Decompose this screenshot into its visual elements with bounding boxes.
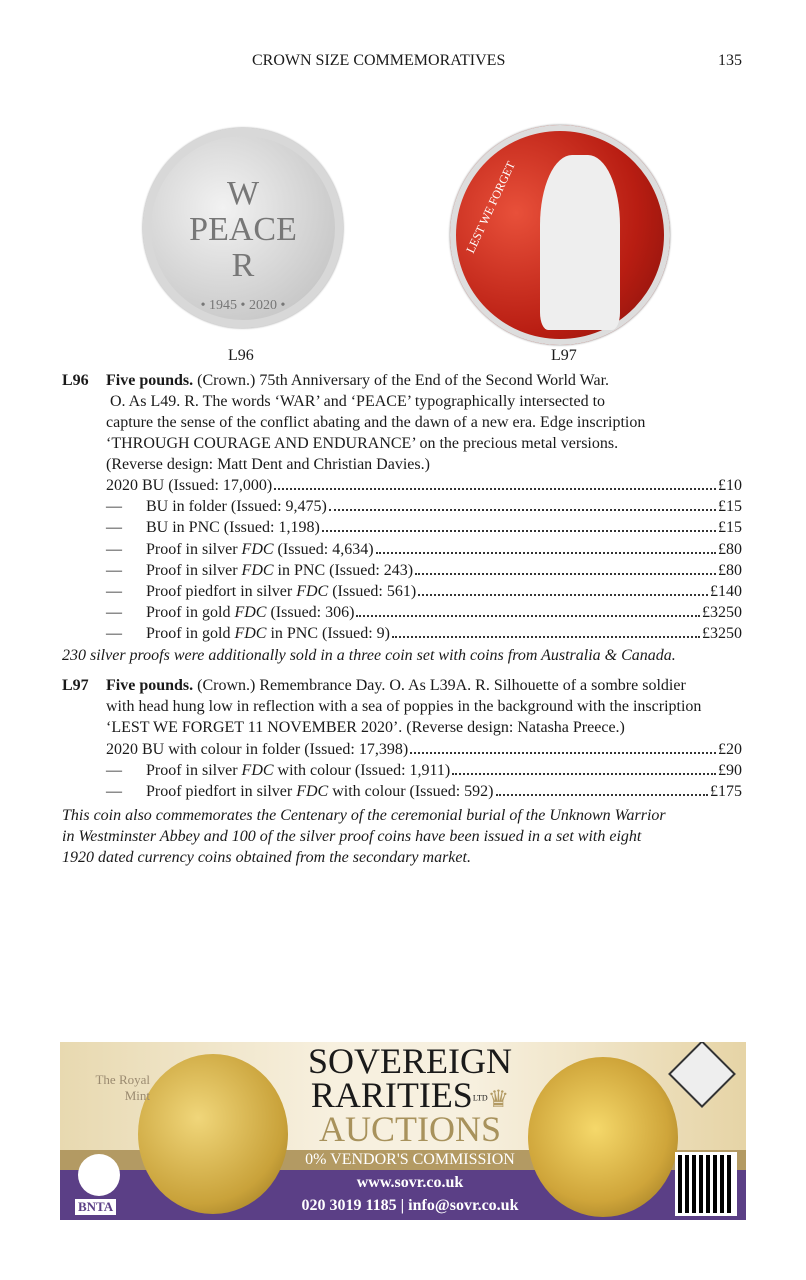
entry-l96-line: O. As L49. R. The words ‘WAR’ and ‘PEACE’ typographically intersected to: [110, 393, 606, 410]
variant-text: BU in PNC (Issued: 1,198): [146, 519, 320, 537]
bnta-emblem-icon: [78, 1154, 120, 1196]
leader-dots: [322, 530, 716, 532]
entry-l96-line: [106, 371, 742, 391]
dash: —: [106, 583, 122, 600]
entry-l96-line: (Reverse design: Matt Dent and Christian Davies.): [106, 456, 430, 473]
dash: —: [106, 762, 122, 780]
price-row: [106, 561, 742, 581]
variant-text: BU in folder (Issued: 9,475): [146, 498, 327, 516]
price-row: [106, 582, 742, 602]
price-row: [106, 476, 742, 496]
page-number: 135: [718, 52, 742, 69]
price: £3250: [702, 625, 742, 643]
price-row: [106, 624, 742, 644]
variant-text: Proof in gold FDC in PNC (Issued: 9): [146, 625, 391, 643]
leader-dots: [415, 573, 716, 575]
entry-l96-line: ‘THROUGH COURAGE AND ENDURANCE’ on the precious metal versions.: [106, 435, 619, 452]
price: £80: [718, 561, 742, 579]
price-row: [106, 761, 742, 781]
entry-title: Five pounds.: [106, 372, 194, 389]
price-row: [106, 740, 742, 760]
dash: —: [106, 519, 122, 537]
coin-text-w: W: [226, 175, 260, 212]
gold-coin-right-image: [528, 1057, 678, 1217]
price: £90: [718, 762, 742, 780]
image-label-l97: L97: [551, 347, 577, 364]
variant-text: 2020 BU with colour in folder (Issued: 17,398): [106, 741, 409, 758]
sovereign-rarities-advert[interactable]: [60, 1042, 746, 1220]
price: £3250: [702, 604, 742, 622]
ad-contact-link[interactable]: 020 3019 1185 | info@sovr.co.uk: [301, 1197, 519, 1214]
desc-text: (Crown.) Remembrance Day. O. As L39A. R. Silhouette of a sombre soldier: [197, 677, 686, 694]
entry-l97-note: 1920 dated currency coins obtained from the secondary market.: [62, 849, 471, 866]
leader-dots: [496, 794, 708, 796]
dash: —: [106, 625, 122, 643]
dash: —: [106, 561, 122, 579]
entry-l97-note: This coin also commemorates the Centenary of the ceremonial burial of the Unknown Warrior: [62, 807, 666, 824]
entry-title: Five pounds.: [106, 677, 194, 694]
coin-text-r: R: [231, 247, 255, 284]
variant-text: Proof in gold FDC (Issued: 306): [146, 604, 355, 622]
dash: —: [106, 604, 122, 622]
price: £15: [718, 498, 742, 516]
ad-brand-name: [290, 1042, 530, 1149]
coin-l97-image: [450, 125, 670, 345]
entry-code-l96: L96: [62, 372, 89, 389]
leader-dots: [410, 752, 716, 754]
running-header: CROWN SIZE COMMEMORATIVES: [252, 52, 506, 69]
price-row: [106, 518, 742, 538]
coin-inscription: LEST WE FORGET: [463, 159, 518, 256]
leader-dots: [392, 636, 700, 638]
brand-rarities: RARITIES: [310, 1075, 473, 1115]
royal-mint-logo: The Royal Mint: [95, 1072, 150, 1103]
bnta-logo: BNTA: [74, 1198, 117, 1216]
desc-text: (Crown.) 75th Anniversary of the End of the Second World War.: [197, 372, 610, 389]
dash: —: [106, 540, 122, 558]
ad-website-link[interactable]: www.sovr.co.uk: [356, 1174, 464, 1191]
price: £10: [718, 477, 742, 494]
variant-text: Proof piedfort in silver FDC (Issued: 561): [146, 583, 417, 600]
coin-text-dates: • 1945 • 2020 •: [200, 298, 286, 313]
variant-text: Proof in silver FDC (Issued: 4,634): [146, 540, 374, 558]
entry-l97-line: [106, 676, 742, 696]
entry-code-l97: L97: [62, 677, 89, 694]
diamond-logo-icon: [668, 1042, 736, 1108]
brand-ltd: LTD: [472, 1093, 488, 1103]
price: £20: [718, 741, 742, 758]
gold-coin-left-image: [138, 1054, 288, 1214]
variant-text: Proof piedfort in silver FDC with colour (Issued: 592): [146, 783, 494, 801]
price: £15: [718, 519, 742, 537]
price: £175: [710, 783, 742, 801]
dash: —: [106, 498, 122, 516]
entry-l97-line: with head hung low in reflection with a sea of poppies in the background with the inscription: [106, 698, 702, 715]
leader-dots: [274, 488, 716, 490]
leader-dots: [376, 552, 716, 554]
leader-dots: [418, 594, 708, 596]
price-row: [106, 603, 742, 623]
price-row: [106, 540, 742, 560]
soldier-silhouette: [540, 155, 620, 330]
qr-code-icon: [675, 1152, 737, 1216]
entry-l96-note: 230 silver proofs were additionally sold in a three coin set with coins from Australia & Canada.: [62, 647, 676, 664]
variant-text: Proof in silver FDC in PNC (Issued: 243): [146, 561, 414, 579]
coin-text-peace: PEACE: [189, 211, 297, 248]
image-label-l96: L96: [228, 347, 254, 364]
price: £140: [710, 583, 742, 600]
ad-commission: 0% VENDOR'S COMMISSION: [305, 1151, 515, 1168]
brand-line-1: SOVEREIGN: [308, 1042, 512, 1081]
crown-icon: ♛: [487, 1087, 510, 1113]
coin-l96-image: [143, 128, 343, 328]
leader-dots: [452, 773, 716, 775]
variant-text: 2020 BU (Issued: 17,000): [106, 477, 273, 494]
price-row: [106, 782, 742, 802]
variant-text: Proof in silver FDC with colour (Issued: 1,911): [146, 762, 451, 780]
brand-auctions: AUCTIONS: [318, 1109, 501, 1149]
leader-dots: [329, 509, 716, 511]
price-row: [106, 497, 742, 517]
dash: —: [106, 783, 122, 801]
entry-l97-line: ‘LEST WE FORGET 11 NOVEMBER 2020’. (Reverse design: Natasha Preece.): [106, 719, 625, 736]
price: £80: [718, 540, 742, 558]
entry-l97-note: in Westminster Abbey and 100 of the silver proof coins have been issued in a set with eight: [62, 828, 642, 845]
brand-line-2: [290, 1075, 530, 1115]
entry-l96-line: capture the sense of the conflict abating and the dawn of a new era. Edge inscription: [106, 414, 646, 431]
leader-dots: [356, 615, 700, 617]
